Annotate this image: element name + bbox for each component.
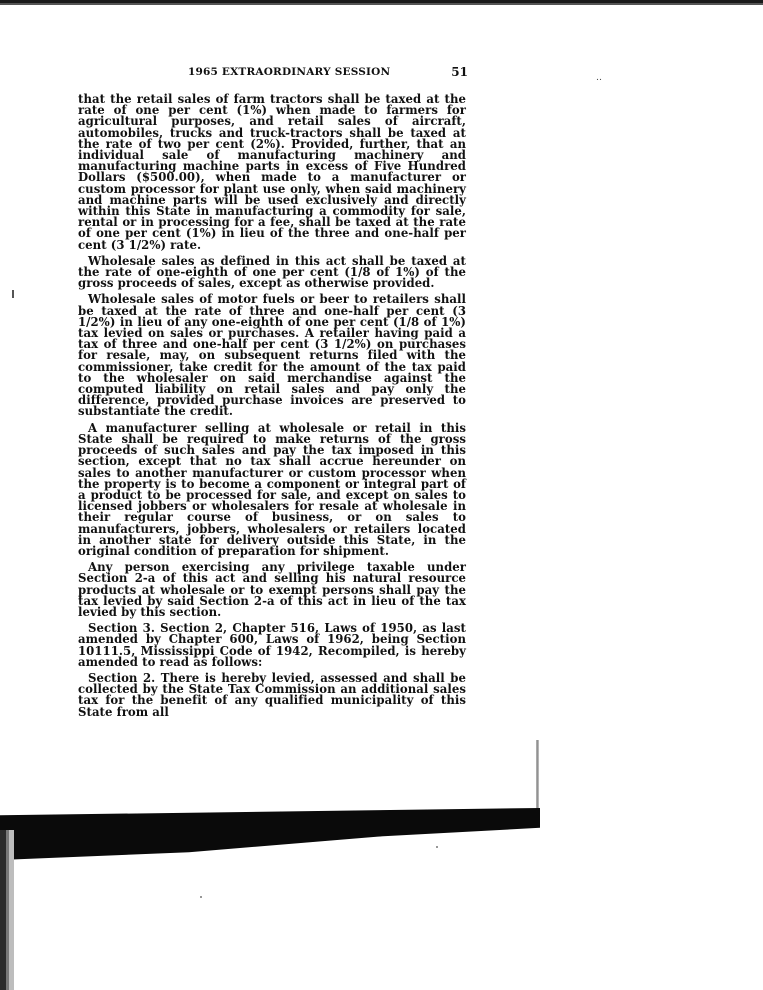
margin-mark bbox=[12, 290, 14, 298]
page-number: 51 bbox=[451, 65, 468, 79]
scan-top-edge bbox=[0, 0, 763, 9]
page-header bbox=[78, 66, 468, 82]
paragraph-4: A manufacturer selling at wholesale or retail in this State shall be required to make returns of the gross proceeds of such sales and pay the tax imposed in this section, except that no tax shall accrue hereunder on sales to another manufacturer or custom processor when the property is to become a component or integral part of a product to be processed for sale, and except on sales to licensed jobbers or wholesalers for resale at wholesale in their regular course of business, or on sales to manufacturers, jobbers, wholesalers or retailers located in another state for delivery outside this State, in the original condition of preparation for shipment. bbox=[78, 420, 466, 558]
page-body bbox=[78, 94, 466, 723]
scan-speck bbox=[200, 896, 202, 898]
scan-left-edge bbox=[0, 830, 22, 990]
paragraph-2: Wholesale sales as defined in this act shall be taxed at the rate of one-eighth of one per cent (1/8 of 1%) of the gross proceeds of sales, except as otherwise provided. bbox=[78, 253, 466, 291]
paragraph-6: Section 3. Section 2, Chapter 516, Laws of 1950, as last amended by Chapter 600, Laws of 1962, being Section 10111.5, Mississippi Code of 1942, Recompiled, is hereby amended to read as follows: bbox=[78, 621, 466, 669]
scan-speck bbox=[436, 846, 438, 848]
paragraph-5: Any person exercising any privilege taxable under Section 2-a of this act and selling his natural resource products at wholesale or to exempt persons shall pay the tax levied by said Section 2-a of this act in lieu of the tax levied by this section. bbox=[78, 560, 466, 619]
paragraph-3: Wholesale sales of motor fuels or beer to retailers shall be taxed at the rate of three and one-half per cent (3 1/2%) in lieu of any one-eighth of one per cent (1/8 of 1%) tax levied on sales or purchases. A retailer having paid a tax of three and one-half per cent (3 1/2%) on purchases for resale, may, on subsequent returns filed with the commissioner, take credit for the amount of the tax paid to the wholesaler on said merchandise against the computed liability on retail sales and pay only the difference, provided purchase invoices are preserved to substantiate the credit. bbox=[78, 292, 466, 419]
scan-bottom-shadow bbox=[0, 808, 540, 860]
running-title: 1965 EXTRAORDINARY SESSION bbox=[188, 66, 391, 78]
scan-spine-shadow bbox=[536, 740, 539, 810]
scan-speck: ․․ bbox=[596, 73, 603, 83]
paragraph-7: Section 2. There is hereby levied, assessed and shall be collected by the State Tax Commission an additional sales tax for the benefit of any qualified municipality of this State from all bbox=[78, 670, 466, 719]
paragraph-1: that the retail sales of farm tractors shall be taxed at the rate of one per cent (1%) when made to farmers for agricultural purposes, and retail sales of aircraft, automobiles, trucks and truck-tractors shall be taxed at the rate of two per cent (2%). Provided, further, that an individual sale of manufacturing machinery and manufacturing machine parts in excess of Five Hundred Dollars ($500.00), when made to a manufacturer or custom processor for plant use only, when said machinery and machine parts will be used exclusively and directly within this State in manufacturing a commodity for sale, rental or in processing for a fee, shall be taxed at the rate of one per cent (1%) in lieu of the three and one-half per cent (3 1/2%) rate. bbox=[78, 92, 466, 252]
